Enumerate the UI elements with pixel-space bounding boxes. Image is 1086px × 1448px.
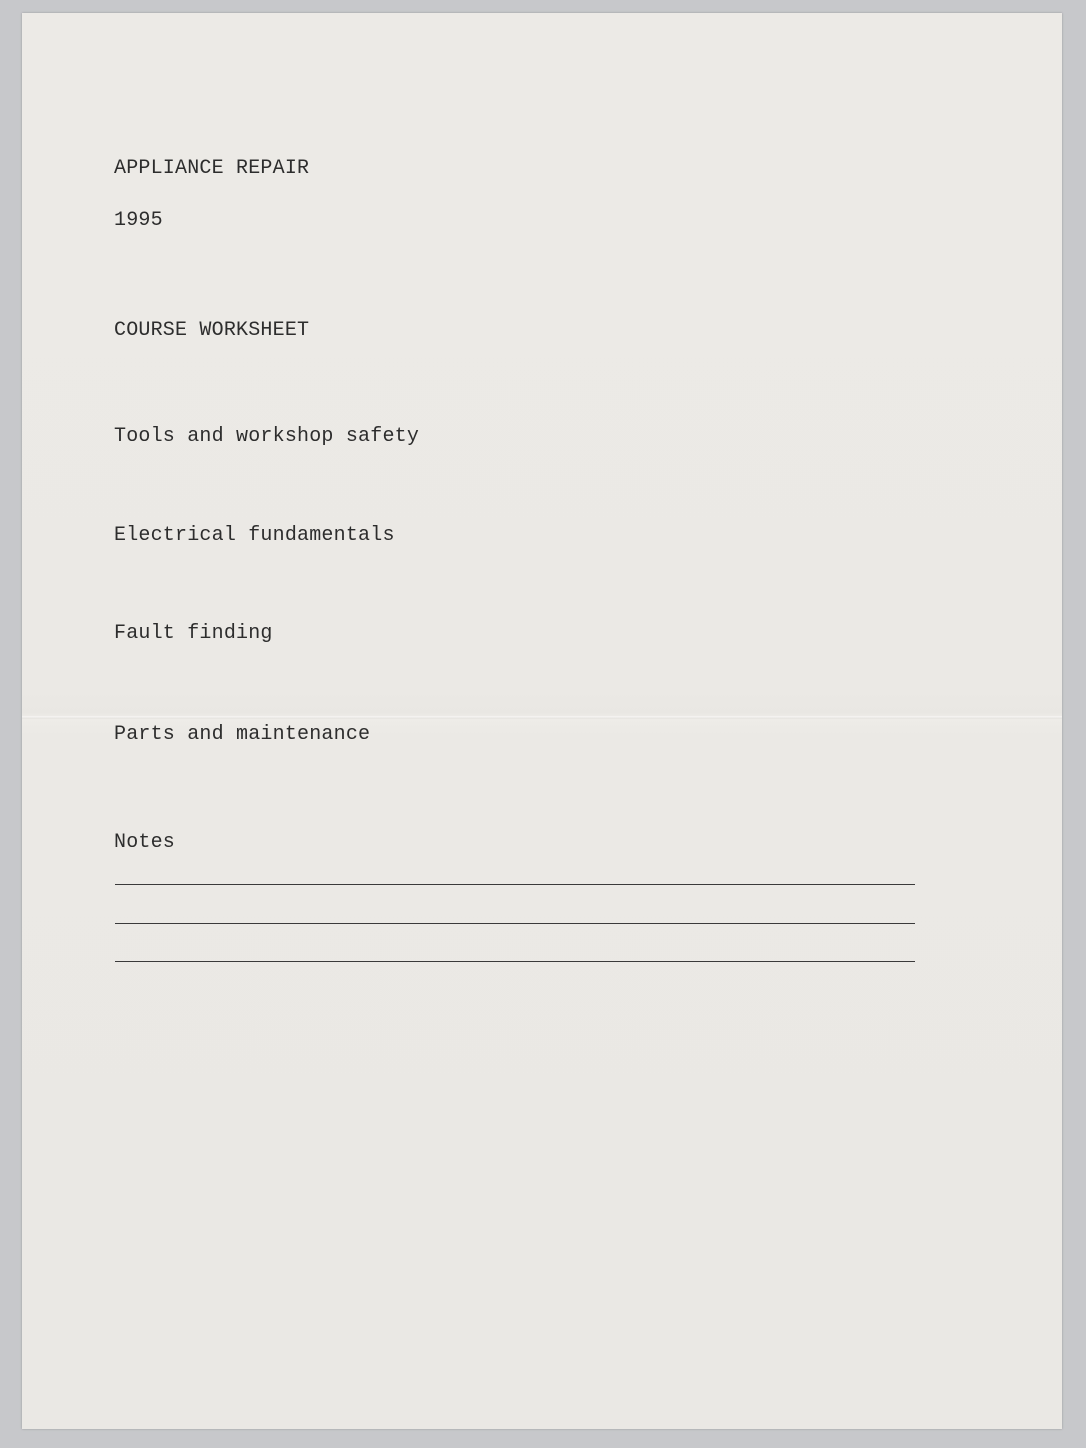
document-title: APPLIANCE REPAIR	[114, 157, 310, 180]
document-subtitle: COURSE WORKSHEET	[114, 319, 310, 342]
paper-fold-crease	[22, 716, 1062, 719]
notes-line	[115, 884, 915, 885]
topic-item: Parts and maintenance	[114, 723, 371, 746]
topic-item: Tools and workshop safety	[114, 425, 420, 448]
notes-line	[115, 923, 915, 924]
topic-item: Electrical fundamentals	[114, 524, 395, 547]
notes-line	[115, 961, 915, 962]
notes-label: Notes	[114, 831, 176, 854]
worksheet-page	[22, 13, 1062, 1429]
document-year: 1995	[114, 209, 163, 232]
topic-item: Fault finding	[114, 622, 273, 645]
